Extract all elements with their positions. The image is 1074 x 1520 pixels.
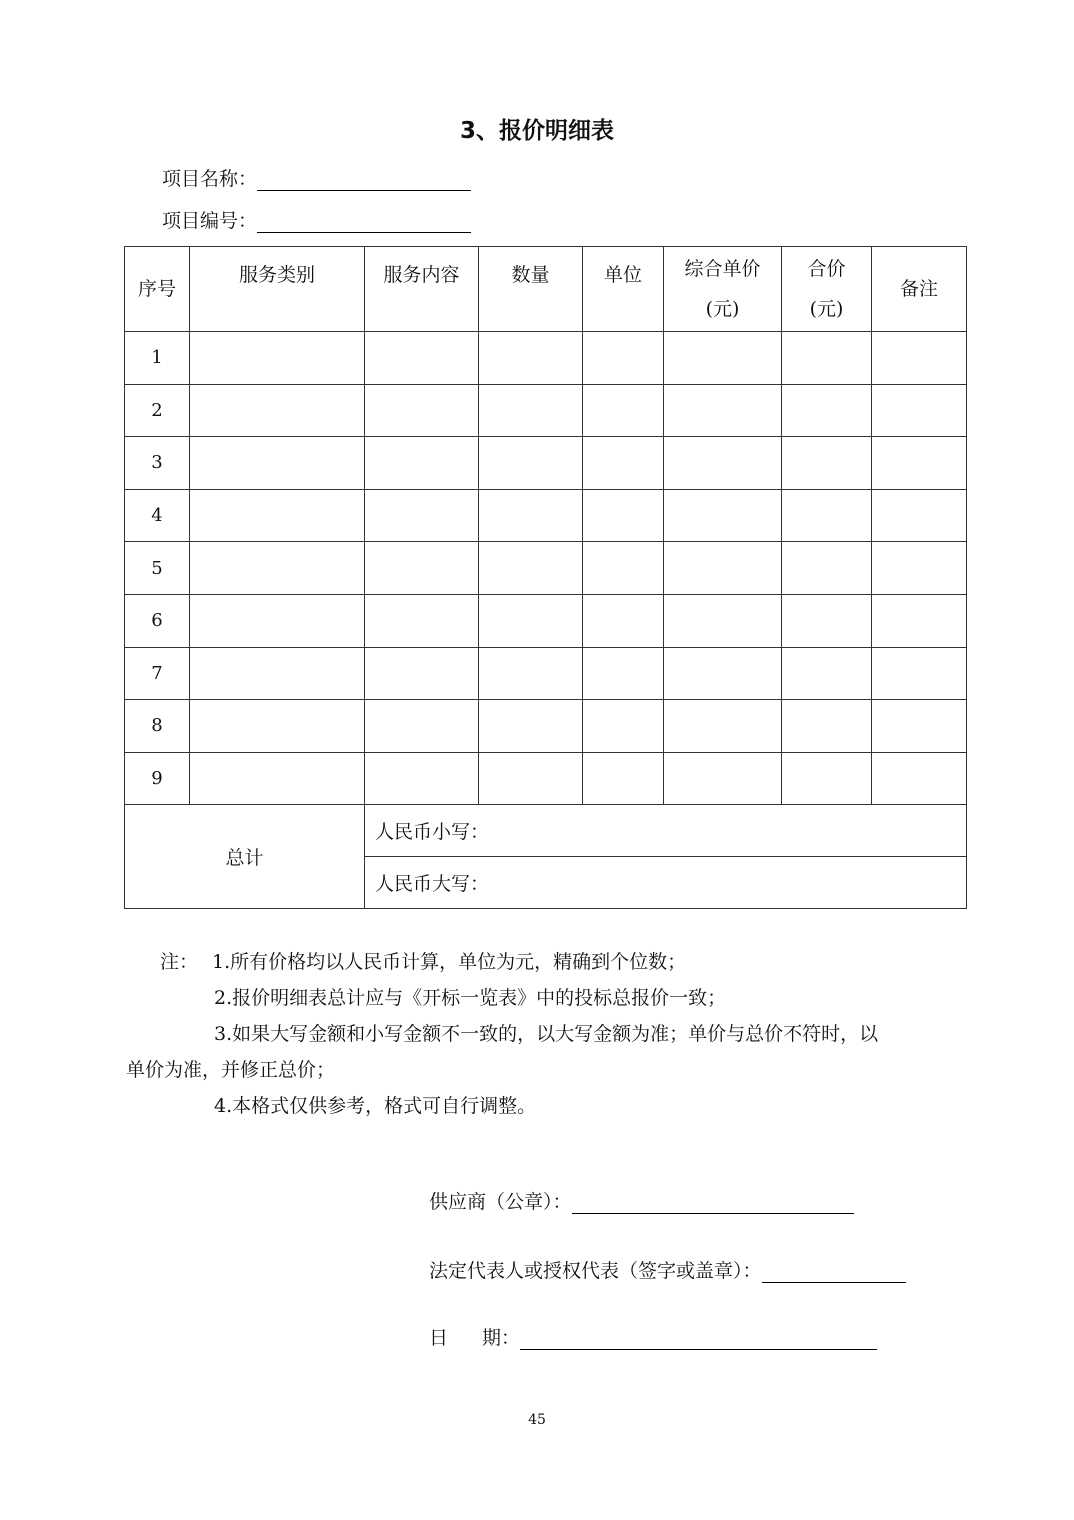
table-cell[interactable] [583,489,664,542]
row-seq: 4 [125,489,190,542]
supplier-line[interactable] [572,1191,854,1214]
table-cell[interactable] [190,700,365,753]
table-cell[interactable] [190,542,365,595]
note-1-text: 1.所有价格均以人民币计算，单位为元，精确到个位数； [212,951,687,973]
table-cell[interactable] [782,384,872,437]
header-total-line2: (元) [809,298,844,320]
table-cell[interactable] [190,594,365,647]
table-cell[interactable] [190,489,365,542]
table-cell[interactable] [365,437,479,490]
table-cell[interactable] [872,332,967,385]
header-content: 服务内容 [365,247,479,332]
rmb-small-cell[interactable]: 人民币小写： [365,805,967,857]
header-category: 服务类别 [190,247,365,332]
table-cell[interactable] [365,332,479,385]
table-row [125,594,967,647]
table-cell[interactable] [664,384,782,437]
table-row [125,542,967,595]
rep-label: 法定代表人或授权代表（签字或盖章）： [429,1260,762,1282]
table-cell[interactable] [190,332,365,385]
row-seq: 5 [125,542,190,595]
table-cell[interactable] [365,700,479,753]
table-cell[interactable] [583,752,664,805]
date-label-a: 日 [429,1327,449,1349]
table-cell[interactable] [872,752,967,805]
table-cell[interactable] [583,332,664,385]
table-cell[interactable] [479,594,583,647]
table-cell[interactable] [583,700,664,753]
row-seq: 3 [125,437,190,490]
table-row [125,332,967,385]
table-row [125,700,967,753]
table-cell[interactable] [782,700,872,753]
table-cell[interactable] [479,384,583,437]
table-cell[interactable] [479,542,583,595]
header-total-line1: 合价 [807,258,846,280]
table-cell[interactable] [365,594,479,647]
table-cell[interactable] [664,647,782,700]
table-cell[interactable] [782,542,872,595]
header-qty: 数量 [479,247,583,332]
table-cell[interactable] [583,542,664,595]
rep-line[interactable] [762,1260,906,1283]
table-row [125,647,967,700]
table-cell[interactable] [782,647,872,700]
table-cell[interactable] [872,489,967,542]
table-cell[interactable] [583,437,664,490]
table-cell[interactable] [583,647,664,700]
supplier-sign [429,1187,854,1214]
header-remark: 备注 [872,247,967,332]
note-2: 2.报价明细表总计应与《开标一览表》中的投标总报价一致； [214,987,727,1009]
note-3a: 3.如果大写金额和小写金额不一致的，以大写金额为准；单价与总价不符时，以 [214,1023,879,1045]
header-unit-price [664,247,782,332]
row-seq: 8 [125,700,190,753]
table-cell[interactable] [782,332,872,385]
table-cell[interactable] [782,752,872,805]
total-row-small [125,805,967,857]
table-cell[interactable] [190,384,365,437]
table-cell[interactable] [365,752,479,805]
header-seq: 序号 [125,247,190,332]
row-seq: 2 [125,384,190,437]
page-number: 45 [528,1412,546,1428]
date-line[interactable] [520,1327,877,1350]
note-prefix: 注： [160,951,199,973]
table-cell[interactable] [365,542,479,595]
rmb-big-cell[interactable]: 人民币大写： [365,857,967,909]
table-row [125,384,967,437]
row-seq: 1 [125,332,190,385]
note-1 [126,944,968,980]
table-cell[interactable] [664,332,782,385]
table-cell[interactable] [782,437,872,490]
date-label-b: 期： [482,1327,521,1349]
table-cell[interactable] [479,700,583,753]
table-cell[interactable] [782,594,872,647]
table-cell[interactable] [872,594,967,647]
header-unit-price-line1: 综合单价 [684,258,761,280]
table-row [125,489,967,542]
row-seq: 6 [125,594,190,647]
table-cell[interactable] [872,700,967,753]
table-header-row [125,247,967,332]
page-title: 3、报价明细表 [459,118,614,144]
header-unit: 单位 [583,247,664,332]
project-name-label: 项目名称： [162,168,258,190]
project-name-line[interactable] [257,170,471,191]
rep-sign [429,1256,906,1283]
project-no-line[interactable] [257,212,471,233]
table-cell[interactable] [664,542,782,595]
table-cell[interactable] [365,384,479,437]
table-cell[interactable] [872,437,967,490]
notes [126,944,968,1124]
table-row [125,437,967,490]
table-row [125,752,967,805]
table-cell[interactable] [365,647,479,700]
table-cell[interactable] [664,700,782,753]
supplier-label: 供应商（公章）： [429,1191,572,1213]
project-no-label: 项目编号： [162,210,258,232]
table-cell[interactable] [479,489,583,542]
table-cell[interactable] [664,437,782,490]
row-seq: 9 [125,752,190,805]
table-cell[interactable] [872,647,967,700]
table-cell[interactable] [479,647,583,700]
table-cell[interactable] [479,437,583,490]
row-seq: 7 [125,647,190,700]
project-name-field [162,164,471,191]
quote-table [124,246,967,909]
header-unit-price-line2: (元) [705,298,740,320]
table-cell[interactable] [190,437,365,490]
total-label: 总计 [125,805,365,909]
header-total [782,247,872,332]
table-cell[interactable] [664,489,782,542]
table-cell[interactable] [479,332,583,385]
table-cell[interactable] [190,647,365,700]
table-cell[interactable] [664,752,782,805]
table-cell[interactable] [782,489,872,542]
date-sign [429,1323,877,1350]
table-cell[interactable] [365,489,479,542]
table-cell[interactable] [583,594,664,647]
note-4: 4.本格式仅供参考，格式可自行调整。 [214,1095,537,1117]
table-cell[interactable] [583,384,664,437]
note-3b: 单价为准，并修正总价； [126,1059,336,1081]
table-cell[interactable] [872,542,967,595]
table-cell[interactable] [872,384,967,437]
table-cell[interactable] [664,594,782,647]
table-cell[interactable] [190,752,365,805]
table-cell[interactable] [479,752,583,805]
project-no-field [162,206,471,233]
